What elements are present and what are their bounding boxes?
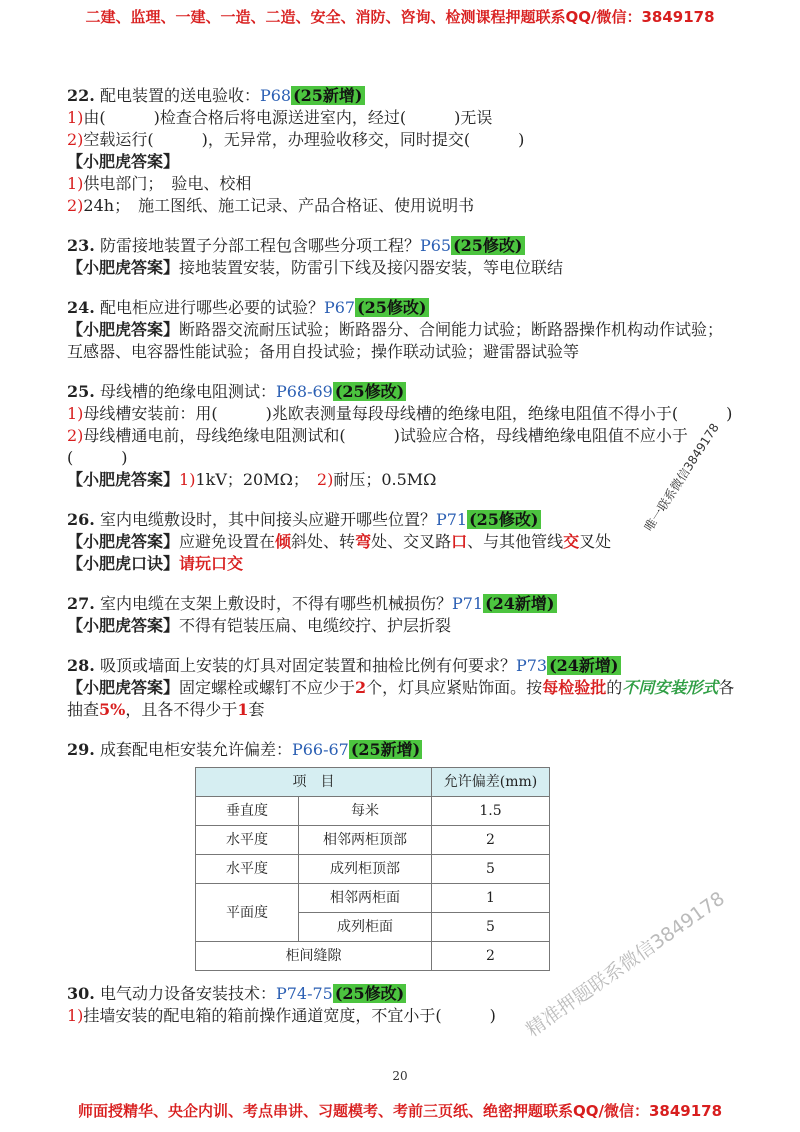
question-title: 室内电缆在支架上敷设时，不得有哪些机械损伤？ — [99, 594, 452, 613]
page-footer: 师面授精华、央企内训、考点串讲、习题模考、考前三页纸、绝密押题联系QQ/微信：3849178 — [77, 1102, 723, 1120]
question-number: 26. — [67, 510, 95, 529]
question-line: 母线槽安装前：用( )兆欧表测量每段母线槽的绝缘电阻，绝缘电阻值不得小于( ) — [83, 404, 733, 423]
key-value: 5% — [99, 700, 126, 719]
question-30 — [67, 983, 737, 1027]
table-row — [196, 884, 550, 913]
page-ref: P65 — [419, 236, 452, 255]
page-ref: P73 — [515, 656, 548, 675]
answer-label: 【小肥虎答案】 — [67, 616, 180, 635]
table-cell: 2 — [432, 942, 550, 971]
table-header: 允许偏差(mm) — [432, 768, 550, 797]
update-tag: (24新增) — [549, 656, 619, 675]
page-ref: P71 — [435, 510, 468, 529]
table-cell: 柜间缝隙 — [196, 942, 432, 971]
page-ref: P68 — [259, 86, 292, 105]
answer-text: 各抽查 — [67, 678, 735, 719]
question-title: 吸顶或墙面上安装的灯具对固定装置和抽检比例有何要求？ — [99, 656, 516, 675]
answer-label: 【小肥虎答案】 — [67, 152, 180, 171]
answer-text: 叉处 — [579, 532, 612, 551]
answer-text: ，且各不得少于 — [125, 700, 238, 719]
table-row — [196, 942, 550, 971]
item-number: 1) — [67, 1006, 84, 1025]
update-tag: (25修改) — [357, 298, 427, 317]
page-ref: P67 — [323, 298, 356, 317]
answer-line: 24h； 施工图纸、施工记录、产品合格证、使用说明书 — [83, 196, 475, 215]
item-number: 1) — [67, 404, 84, 423]
key-char: 弯 — [355, 532, 372, 551]
answer-label: 【小肥虎答案】 — [67, 470, 180, 489]
question-number: 28. — [67, 656, 95, 675]
answer-label: 【小肥虎答案】 — [67, 258, 180, 277]
question-29 — [67, 739, 737, 971]
question-number: 27. — [67, 594, 95, 613]
update-tag: (25修改) — [334, 382, 405, 401]
table-cell: 5 — [432, 855, 550, 884]
key-char: 交 — [563, 532, 580, 551]
question-line: 挂墙安装的配电箱的箱前操作通道宽度，不宜小于( ) — [83, 1006, 496, 1025]
item-number: 1) — [179, 470, 196, 489]
table-cell: 5 — [432, 913, 550, 942]
table-row — [196, 855, 550, 884]
table-cell: 垂直度 — [196, 797, 299, 826]
table-cell: 水平度 — [196, 826, 299, 855]
question-line: 母线槽通电前，母线绝缘电阻测试和( )试验应合格，母线槽绝缘电阻值不应小于( ) — [67, 426, 688, 467]
question-title: 母线槽的绝缘电阻测试： — [99, 382, 276, 401]
table-cell: 成列柜顶部 — [299, 855, 432, 884]
key-value: 2 — [355, 678, 367, 697]
update-tag: (25修改) — [453, 236, 523, 255]
answer-label: 【小肥虎答案】 — [67, 320, 180, 339]
question-number: 25. — [67, 382, 95, 401]
key-char: 倾 — [275, 532, 292, 551]
answer-text: 个，灯具应紧贴饰面。按 — [366, 678, 543, 697]
question-line: 空载运行( )，无异常，办理验收移交，同时提交( ) — [83, 130, 525, 149]
question-22 — [67, 85, 737, 217]
key-char: 口 — [451, 532, 468, 551]
table-cell: 成列柜面 — [299, 913, 432, 942]
item-number: 1) — [67, 174, 84, 193]
question-24 — [67, 297, 737, 363]
answer-text: 、与其他管线 — [467, 532, 564, 551]
question-23 — [67, 235, 737, 279]
question-25 — [67, 381, 737, 491]
update-tag: (24新增) — [485, 594, 555, 613]
item-number: 1) — [67, 108, 84, 127]
document-body — [67, 85, 737, 1045]
answer-text: 固定螺栓或螺钉不应少于 — [179, 678, 356, 697]
table-header: 项 目 — [196, 768, 432, 797]
question-number: 30. — [67, 984, 95, 1003]
key-value: 每检验批 — [542, 678, 607, 697]
table-cell: 平面度 — [196, 884, 299, 942]
table-cell: 1.5 — [432, 797, 550, 826]
page-ref: P74-75 — [275, 984, 333, 1003]
answer-label: 【小肥虎答案】 — [67, 678, 180, 697]
page-ref: P68-69 — [275, 382, 333, 401]
question-line: 由( )检查合格后将电源送进室内，经过( )无误 — [83, 108, 493, 127]
update-tag: (25新增) — [293, 86, 363, 105]
key-phrase: 不同安装形式 — [622, 678, 719, 697]
answer-text: 不得有铠装压扁、电缆绞拧、护层折裂 — [179, 616, 452, 635]
table-cell: 2 — [432, 826, 550, 855]
table-cell: 水平度 — [196, 855, 299, 884]
answer-text: 套 — [248, 700, 265, 719]
mnemonic-label: 【小肥虎口诀】 — [67, 554, 180, 573]
table-cell: 1 — [432, 884, 550, 913]
answer-text: 耐压；0.5MΩ — [333, 470, 437, 489]
page-number: 20 — [392, 1069, 408, 1083]
page-ref: P71 — [451, 594, 484, 613]
question-title: 成套配电柜安装允许偏差： — [99, 740, 292, 759]
question-number: 29. — [67, 740, 95, 759]
page-ref: P66-67 — [291, 740, 349, 759]
answer-text: 应避免设置在 — [179, 532, 276, 551]
question-number: 24. — [67, 298, 95, 317]
item-number: 2) — [67, 426, 84, 445]
answer-label: 【小肥虎答案】 — [67, 532, 180, 551]
question-title: 室内电缆敷设时，其中间接头应避开哪些位置？ — [99, 510, 436, 529]
side-watermark: 唯一联系微信3849178 — [641, 420, 722, 534]
answer-text: 断路器交流耐压试验；断路器分、合闸能力试验；断路器操作机构动作试验；互感器、电容器性能试验；备用自投试验；操作联动试验；避雷器试验等 — [67, 320, 724, 361]
table-cell: 每米 — [299, 797, 432, 826]
question-title: 配电柜应进行哪些必要的试验？ — [99, 298, 324, 317]
answer-text: 处、交叉路 — [371, 532, 452, 551]
page-header: 二建、监理、一建、一造、二造、安全、消防、咨询、检测课程押题联系QQ/微信：3849178 — [85, 8, 715, 26]
update-tag: (25修改) — [334, 984, 405, 1003]
question-title: 电气动力设备安装技术： — [99, 984, 276, 1003]
item-number: 2) — [67, 130, 84, 149]
deviation-table — [195, 767, 550, 971]
question-title: 防雷接地装置子分部工程包含哪些分项工程？ — [99, 236, 420, 255]
answer-line: 供电部门； 验电、校相 — [83, 174, 252, 193]
question-28 — [67, 655, 737, 721]
update-tag: (25修改) — [469, 510, 539, 529]
question-27 — [67, 593, 737, 637]
key-value: 1 — [237, 700, 249, 719]
answer-text: 接地装置安装，防雷引下线及接闪器安装，等电位联结 — [179, 258, 564, 277]
answer-text: 斜处、转 — [291, 532, 356, 551]
question-title: 配电装置的送电验收： — [99, 86, 260, 105]
table-row — [196, 797, 550, 826]
question-26 — [67, 509, 737, 575]
table-cell: 相邻两柜面 — [299, 884, 432, 913]
update-tag: (25新增) — [350, 740, 421, 759]
diagonal-watermark: 精准押题联系微信3849178 — [522, 887, 729, 1042]
question-number: 22. — [67, 86, 95, 105]
table-cell: 相邻两柜顶部 — [299, 826, 432, 855]
item-number: 2) — [316, 470, 334, 489]
table-row — [196, 826, 550, 855]
table-header-row — [196, 768, 550, 797]
answer-text: 1kV；20MΩ； — [195, 470, 301, 489]
mnemonic-text: 请玩口交 — [179, 554, 244, 573]
answer-text: 的 — [606, 678, 623, 697]
question-number: 23. — [67, 236, 95, 255]
item-number: 2) — [67, 196, 84, 215]
